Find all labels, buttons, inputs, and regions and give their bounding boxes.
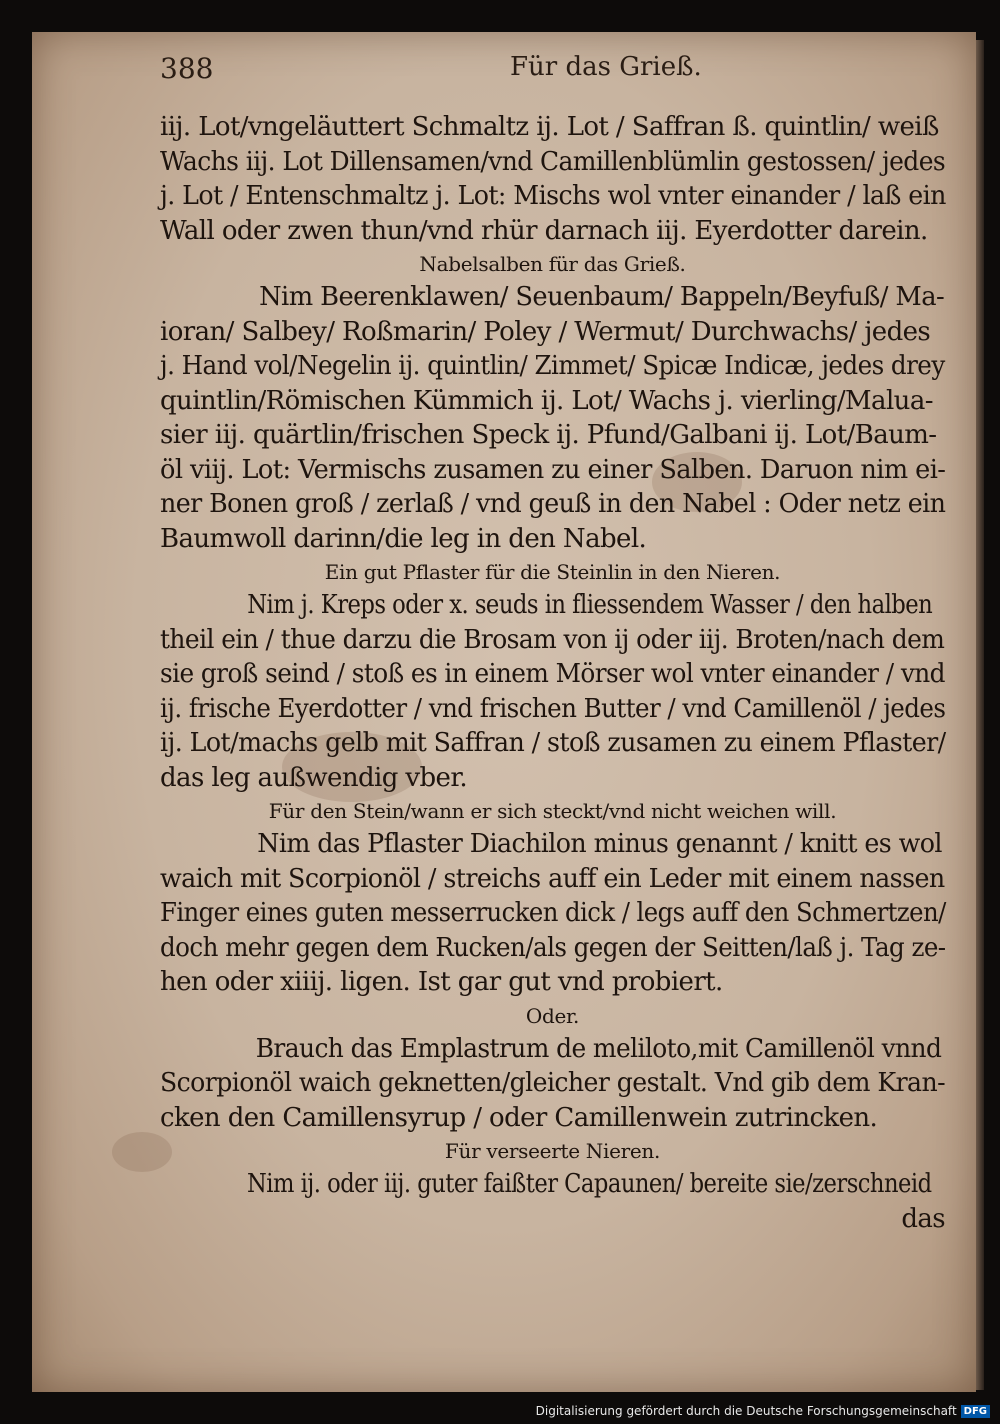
text-line: j. Hand vol/Negelin ij. quintlin/ Zimmet/ Spicæ Indicæ, jedes drey	[160, 351, 945, 381]
page-number: 388	[160, 52, 214, 85]
running-head: Für das Grieß.	[510, 52, 702, 82]
text-line: Scorpionöl waich geknetten/gleicher gestalt. Vnd gib dem Kran-	[160, 1068, 946, 1098]
text-line: theil ein / thue darzu die Brosam von ij oder iij. Broten/nach dem	[160, 624, 945, 655]
text-line: Brauch das Emplastrum de meliloto,mit Camillenöl vnnd	[255, 1033, 942, 1064]
text-line: Finger eines guten messerrucken dick / legs auff den Schmertzen/	[160, 898, 946, 928]
body-text	[160, 110, 945, 1236]
text-line: quintlin/Römischen Kümmich ij. Lot/ Wachs j. vierling/Malua-	[160, 385, 933, 416]
footer-credit: Digitalisierung gefördert durch die Deutsche Forschungsgemeinschaft	[535, 1404, 957, 1418]
section-heading: Für den Stein/wann er sich steckt/vnd nicht weichen will.	[268, 799, 837, 823]
text-line: cken den Camillensyrup / oder Camillenwein zutrincken.	[160, 1102, 878, 1133]
text-line: ij. frische Eyerdotter / vnd frischen Butter / vnd Camillenöl / jedes	[160, 693, 946, 724]
section-heading: Nabelsalben für das Grieß.	[419, 252, 686, 276]
text-line: iij. Lot/vngeläuttert Schmaltz ij. Lot / Saffran ß. quintlin/ weiß	[160, 112, 939, 142]
text-line: ner Bonen groß / zerlaß / vnd geuß in den Nabel : Oder netz ein	[160, 489, 946, 519]
text-line: ioran/ Salbey/ Roßmarin/ Poley / Wermut/ Durchwachs/ jedes	[160, 316, 931, 347]
text-line: sie groß seind / stoß es in einem Mörser wol vnter einander / vnd	[160, 659, 945, 689]
catchword: das	[901, 1203, 945, 1234]
text-line: Wachs iij. Lot Dillensamen/vnd Camillenblümlin gestossen/ jedes	[160, 146, 946, 177]
text-line: doch mehr gegen dem Rucken/als gegen der Seitten/laß j. Tag ze-	[160, 932, 946, 963]
text-line: Baumwoll darinn/die leg in den Nabel.	[160, 523, 647, 554]
page-header	[160, 52, 940, 92]
section-heading: Oder.	[525, 1003, 580, 1028]
footer	[536, 1404, 990, 1418]
section-heading: Ein gut Pflaster für die Steinlin in den Nieren.	[324, 560, 781, 584]
text-line: Nim ij. oder iij. guter faißter Capaunen/ bereite sie/zerschneid	[247, 1169, 932, 1199]
text-line: ij. Lot/machs gelb mit Saffran / stoß zusamen zu einem Pflaster/	[160, 728, 946, 758]
dfg-logo: DFG	[961, 1405, 990, 1418]
text-line: Nim Beerenklawen/ Seuenbaum/ Bappeln/Beyfuß/ Ma-	[259, 282, 945, 312]
section-heading: Für verseerte Nieren.	[444, 1139, 661, 1163]
text-line: Nim j. Kreps oder x. seuds in fliessendem Wasser / den halben	[247, 590, 933, 620]
text-line: hen oder xiiij. ligen. Ist gar gut vnd probiert.	[160, 967, 723, 997]
text-line: waich mit Scorpionöl / streichs auff ein Leder mit einem nassen	[160, 863, 945, 894]
text-line: Nim das Pflaster Diachilon minus genannt / knitt es wol	[257, 829, 942, 859]
text-line: das leg außwendig vber.	[160, 762, 467, 793]
text-line: j. Lot / Entenschmaltz j. Lot: Mischs wol vnter einander / laß ein	[160, 181, 946, 211]
text-line: öl viij. Lot: Vermischs zusamen zu einer Salben. Daruon nim ei-	[160, 454, 946, 485]
text-line: Wall oder zwen thun/vnd rhür darnach iij. Eyerdotter darein.	[160, 215, 928, 246]
page-edge	[976, 40, 984, 1390]
text-line: sier iij. quärtlin/frischen Speck ij. Pfund/Galbani ij. Lot/Baum-	[160, 420, 937, 450]
